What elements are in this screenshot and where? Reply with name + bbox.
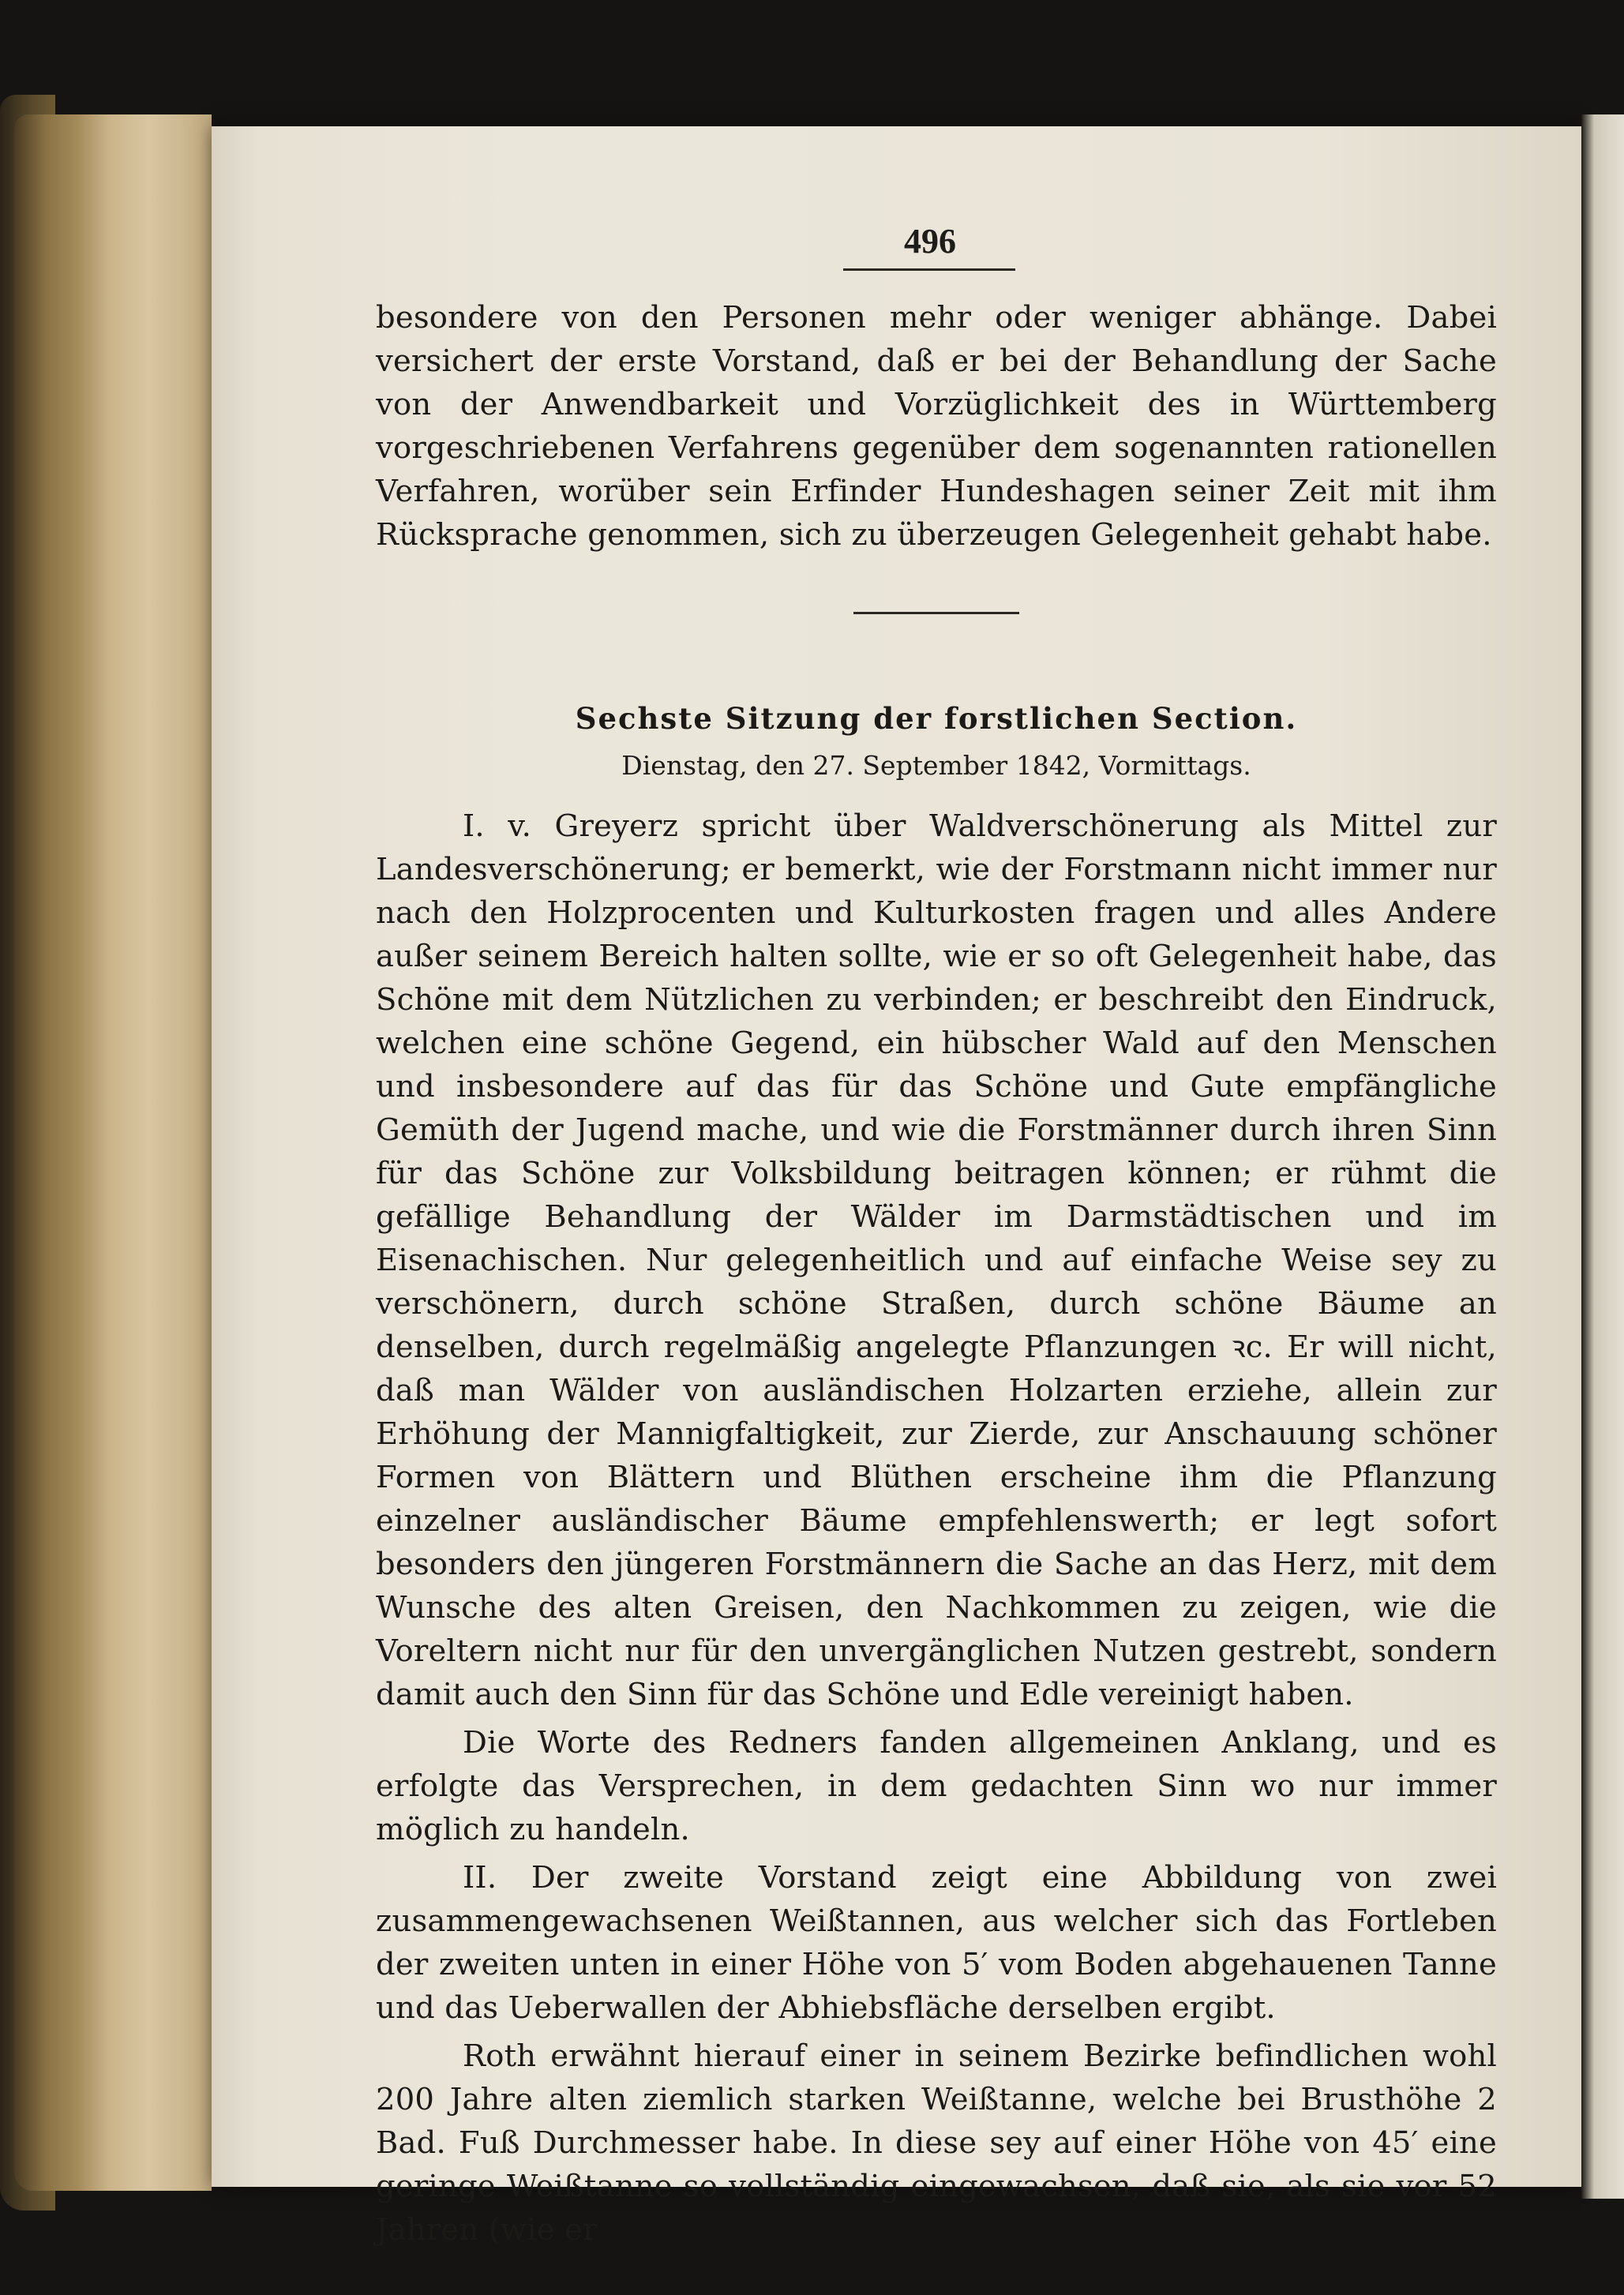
paragraph-roth: Roth erwähnt hierauf einer in seinem Bezirke befindlichen wohl 200 Jahre alten ziemlich starken Weißtanne, welche bei Brusthöhe 2 Bad. Fuß Durchmesser habe. In diese sey auf einer Höhe von 45′ eine geringe Weißtanne so vollständig eingewachsen, daß sie, als sie vor 52 Jahren (wie er	[376, 2038, 1497, 2248]
session-date: Dienstag, den 27. September 1842, Vormittags.	[621, 750, 1251, 781]
paragraph-item-1: I. v. Greyerz spricht über Waldverschönerung als Mittel zur Landesverschönerung; er bemerkt, wie der Forstmann nicht immer nur nach den Holzprocenten und Kulturkosten fragen und alles Andere außer seinem Bereich halten sollte, wie er so oft Gelegenheit habe, das Schöne mit dem Nützlichen zu verbinden; er beschreibt den Eindruck, welchen eine schöne Gegend, ein hübscher Wald auf den Menschen und insbesondere auf das für das Schöne und Gute empfängliche Gemüth der Jugend mache, und wie die Forstmänner durch ihren Sinn für das Schöne zur Volksbildung beitragen können; er rühmt die gefällige Behandlung der Wälder im Darmstädtischen und im Eisenachischen. Nur gelegenheitlich und auf einfache Weise sey zu verschönern, durch schöne Straßen, durch schöne Bäume an denselben, durch regelmäßig angelegte Pflanzungen ꝛc. Er will nicht, daß man Wälder von ausländischen Holzarten erziehe, allein zur Erhöhung der Mannigfaltigkeit, zur Zierde, zur Anschauung schöner Formen von Blättern und Blüthen erscheine ihm die Pflanzung einzelner ausländischer Bäume empfehlenswerth; er legt sofort besonders den jüngeren Forstmännern die Sache an das Herz, mit dem Wunsche des alten Greisen, den Nachkommen zu zeigen, wie die Voreltern nicht nur für den unvergänglichen Nutzen gestrebt, sondern damit auch den Sinn für das Schöne und Edle vereinigt haben.	[376, 808, 1497, 1712]
page-number: 496	[904, 222, 956, 261]
page-content	[376, 296, 1497, 2252]
section-divider	[853, 612, 1019, 614]
page-block-edge	[14, 114, 212, 2191]
header-rule	[843, 268, 1015, 271]
section-title: Sechste Sitzung der forstlichen Section.	[575, 701, 1298, 736]
facing-page-edge	[1581, 114, 1624, 2199]
paragraph-item-2: II. Der zweite Vorstand zeigt eine Abbildung von zwei zusammengewachsenen Weißtannen, aus welcher sich das Fortleben der zweiten unten in einer Höhe von 5′ vom Boden abgehauenen Tanne und das Ueberwallen der Abhiebsfläche derselben ergibt.	[376, 1860, 1497, 2026]
continued-paragraph: besondere von den Personen mehr oder weniger abhänge. Dabei versichert der erste Vorstand, daß er bei der Behandlung der Sache von der Anwendbarkeit und Vorzüglichkeit des in Württemberg vorgeschriebenen Verfahrens gegenüber dem sogenannten rationellen Verfahren, worüber sein Erfinder Hundeshagen seiner Zeit mit ihm Rücksprache genommen, sich zu überzeugen Gelegenheit gehabt habe.	[376, 300, 1497, 553]
paragraph-response: Die Worte des Redners fanden allgemeinen Anklang, und es erfolgte das Versprechen, in dem gedachten Sinn wo nur immer möglich zu handeln.	[376, 1725, 1497, 1847]
